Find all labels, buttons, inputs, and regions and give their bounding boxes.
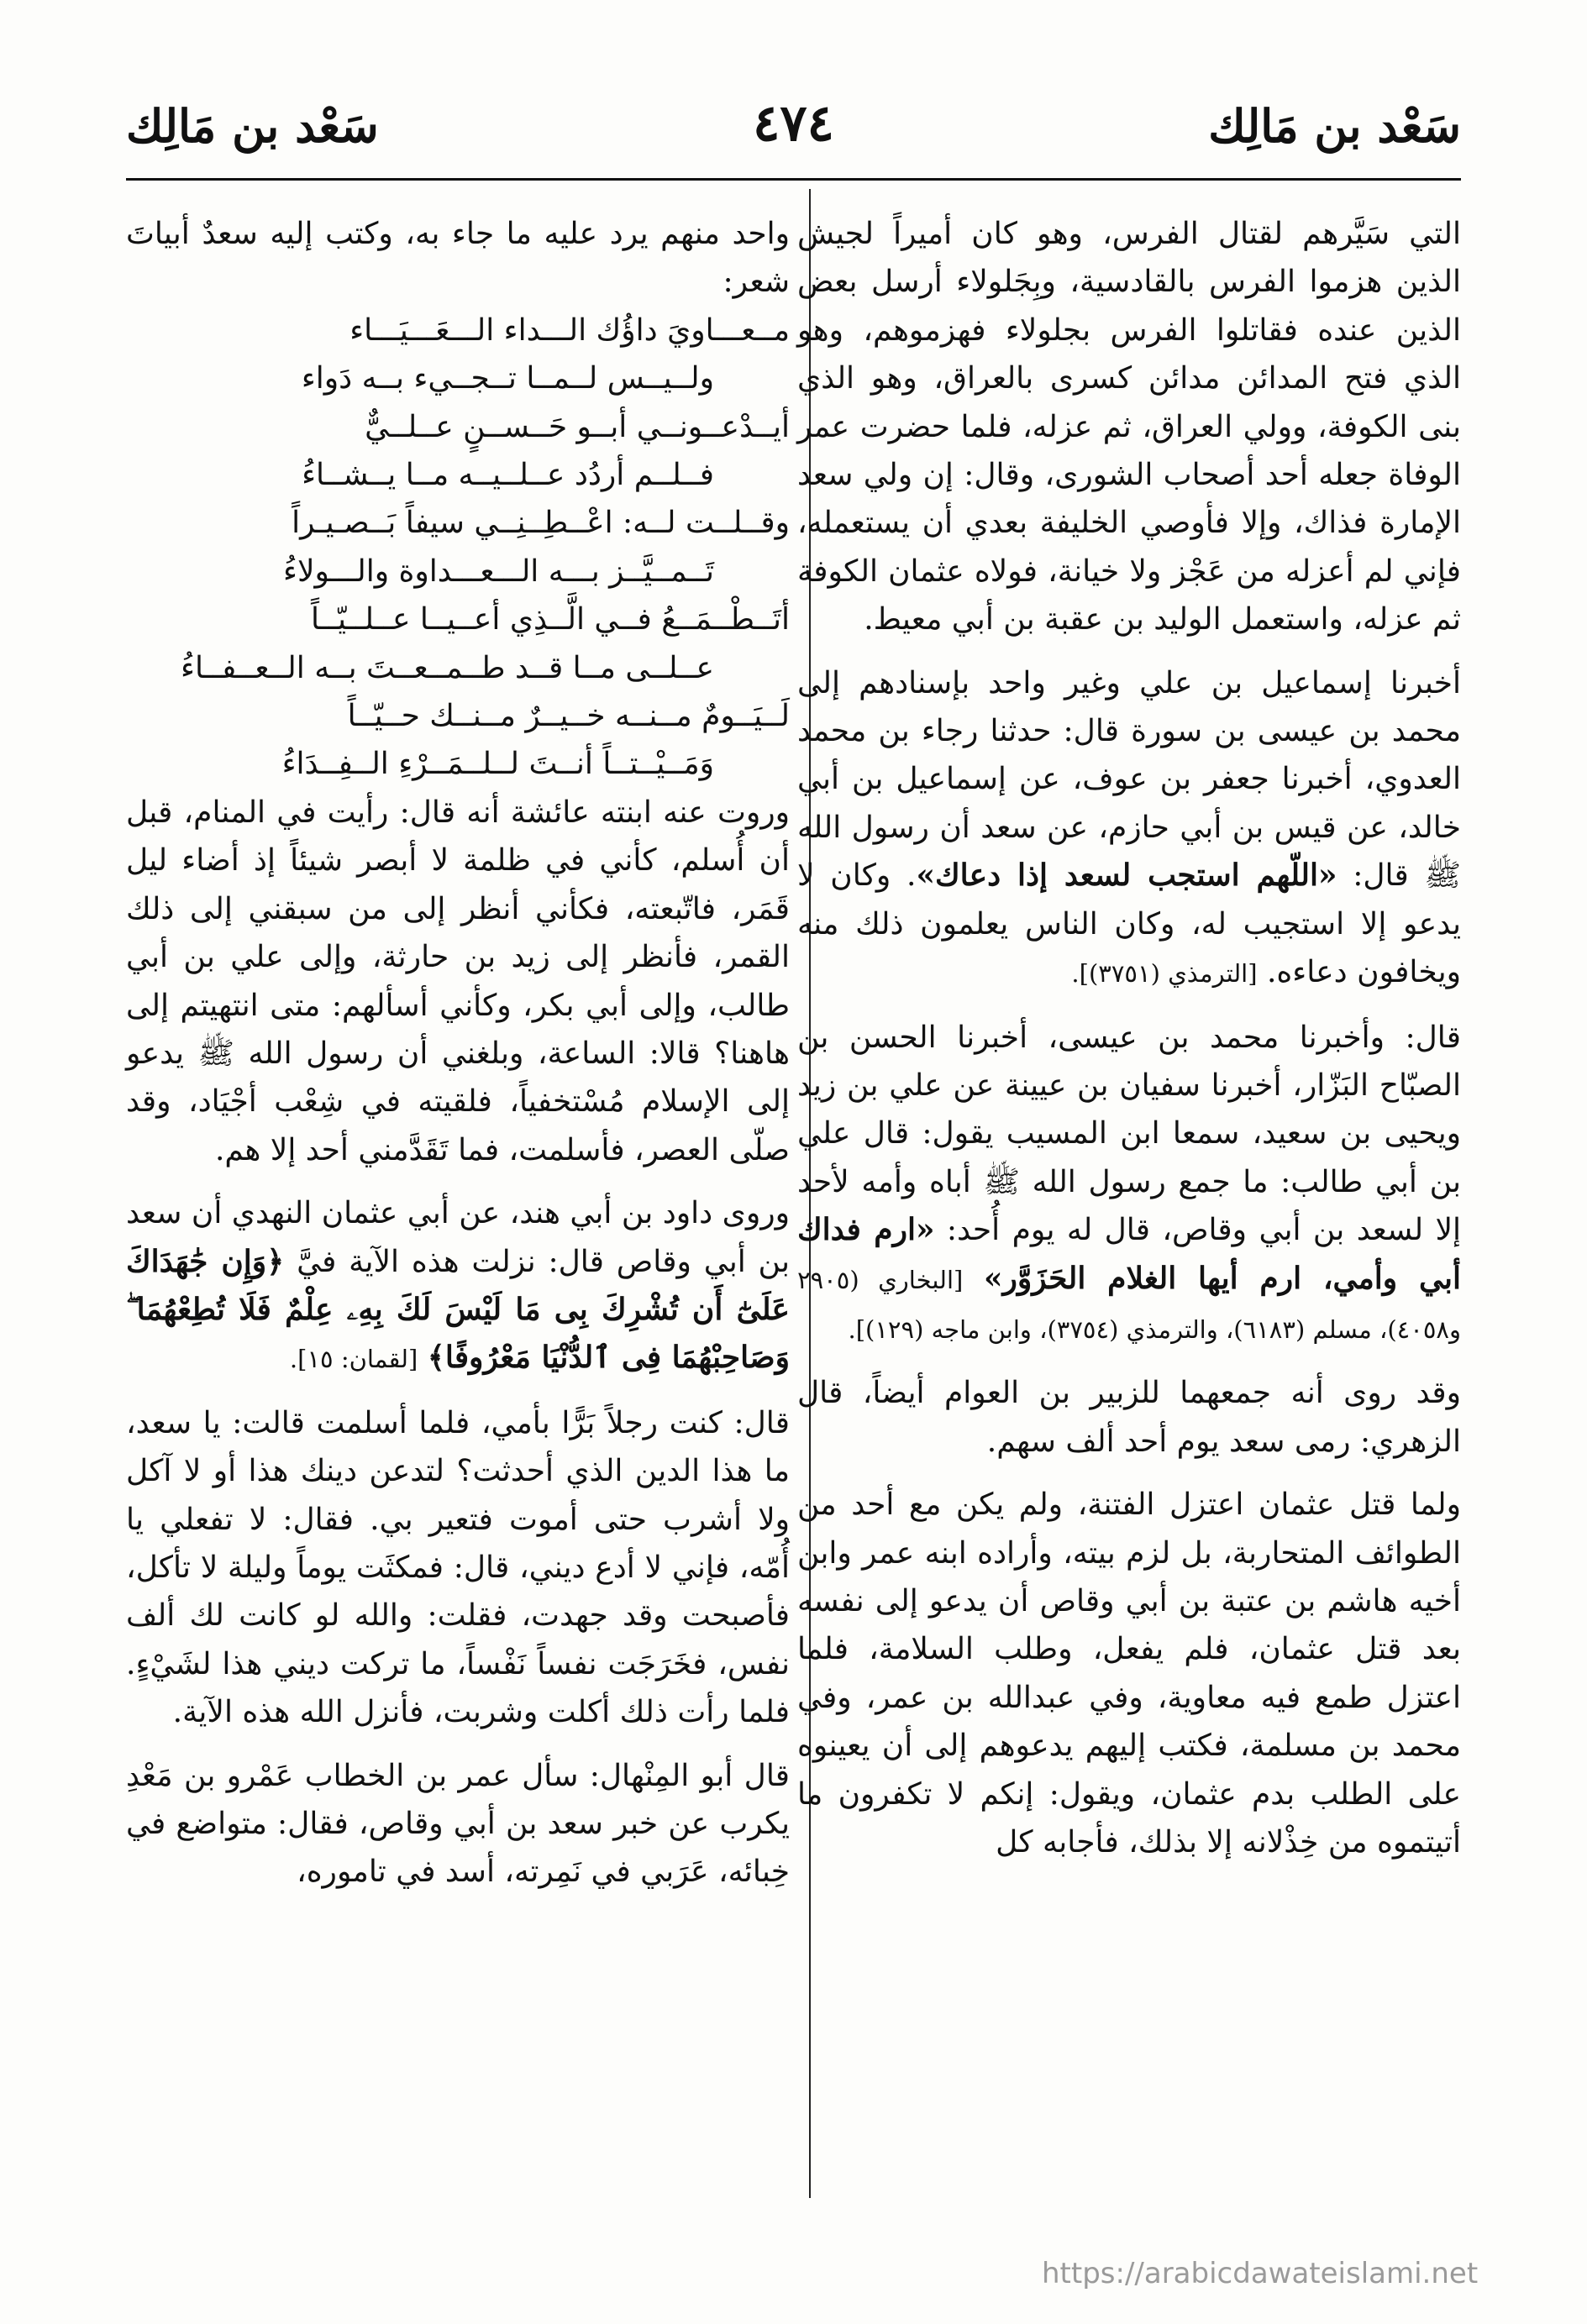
citation: [الترمذي (٣٧٥١)]. [1071, 959, 1258, 989]
quran-verse: ﴿وَإِن جَٰهَدَاكَ عَلَىٰٓ أَن تُشْرِكَ بِى مَا لَيْسَ لَكَ بِهِۦ عِلْمٌ فَلَا تُطِعْهُمَا ۖ وَصَاحِبْهُمَا فِى ٱلدُّنْيَا مَعْرُوفًا﴾ [126, 1243, 790, 1376]
paragraph: قال: وأخبرنا محمد بن عيسى، أخبرنا الحسن بن الصبّاح البَزّار، أخبرنا سفيان بن عيينة عن علي بن زيد ويحيى بن سعيد، سمعا ابن المسيب يقول: قال علي بن أبي طالب: ما جمع رسول الله ﷺ أباه وأمه لأحد إلا لسعد بن أبي وقاص، قال له يوم أُحد: «ارم فداك أبي وأمي، ارم أيها الغلام الحَزَوَّر» [البخاري (٢٩٠٥ و٤٠٥٨)، مسلم (٦١٨٣)، والترمذي (٣٧٥٤)، وابن ماجه (١٢٩)]. [797, 1020, 1462, 1344]
watermark: https://arabicdawateislami.net [1042, 2257, 1479, 2290]
hadith-quote: «اللّهم استجب لسعد إذا دعاك» [916, 858, 1337, 894]
poem-line: عــلــى مــا قــد طــمــعــتَ بــه الــعــفــاءُ [181, 650, 714, 685]
poem-line: وقــلــت لــه: اعْــطِــنِــي سيفاً بَــصـيـراً [292, 506, 790, 541]
paragraph: وروت عنه ابنته عائشة أنه قال: رأيت في المنام، قبل أن أُسلم، كأني في ظلمة لا أبصر شيئاً إذ أضاء ليل قَمَر، فاتّبعته، فكأني أنظر إلى من سبقني إلى ذلك القمر، فأنظر إلى زيد بن حارثة، وإلى علي بن أبي طالب، وإلى أبي بكر، وكأني أسألهم: متى انتهيتم إلى هاهنا؟ قالا: الساعة، وبلغني أن رسول الله ﷺ يدعو إلى الإسلام مُسْتخفياً، فلقيته في شِعْب أجْيَاد، وقد صلّى العصر، فأسلمت، فما تَقَدَّمني أحد إلا هم. [126, 795, 790, 1167]
paragraph: قال أبو المِنْهال: سأل عمر بن الخطاب عَمْرو بن مَعْدِ يكرب عن خبر سعد بن أبي وقاص، فقال: متواضع في خِبائه، عَرَبي في نَمِرته، أسد في تاموره، [126, 1758, 790, 1890]
paragraph: التي سَيَّرهم لقتال الفرس، وهو كان أميراً لجيش الذين هزموا الفرس بالقادسية، وبِجَلولاء أرسل بعض الذين عنده فقاتلوا الفرس بجلولاء فهزموهم، وهو الذي فتح المدائن مدائن كسرى بالعراق، وهو الذي بنى الكوفة، وولي العراق، ثم عزله، فلما حضرت عمر الوفاة جعله أحد أصحاب الشورى، وقال: إن ولي سعد الإمارة فذاك، وإلا فأوصي الخليفة بعدي أن يستعمله، فإني لم أعزله من عَجْز ولا خيانة، فولاه عثمان الكوفة ثم عزله، واستعمل الوليد بن عقبة بن أبي معيط. [797, 217, 1461, 637]
running-title-left: سَعْد بن مَالِك [126, 99, 379, 153]
poem-line: فــلــم أردُد عــلــيــه مــا يــشــاءُ [302, 458, 714, 493]
running-title-right: سَعْد بن مَالِك [1208, 99, 1461, 153]
poem-line: مــعـــاويَ داؤُك الـــداء الـــعَـــيَـــاء [349, 312, 790, 348]
paragraph: واحد منهم يرد عليه ما جاء به، وكتب إليه سعدٌ أبياتَ شعر: [126, 217, 790, 300]
header-rule [126, 178, 1461, 181]
poem-line: تَــمــيَّــز بـــه الـــعـــداوة والـــولاءُ [283, 553, 714, 589]
citation: [لقمان: ١٥]. [289, 1345, 418, 1374]
poem-line: أتَــطْــمَــعُ فــي الَّــذِي أعــيــا عــلــيّــاً [310, 602, 790, 637]
poem-line: أيــدْعــونــي أبــو حَــســنٍ عــلــيٌّ [365, 409, 790, 444]
paragraph: قال: كنت رجلاً بَرًّا بأمي، فلما أسلمت قالت: يا سعد، ما هذا الدين الذي أحدثت؟ لتدعن دينك هذا أو لا آكل ولا أشرب حتى أموت فتعير بي. فقال: لا تفعلي يا أُمّه، فإني لا أدع ديني، قال: فمكثَت يوماً وليلة لا تأكل، فأصبحت وقد جهدت، فقلت: والله لو كانت لك ألف نفس، فخَرَجَت نفساً نَفْساً، ما تركت ديني هذا لشَيْءٍ. فلما رأت ذلك أكلت وشربت، فأنزل الله هذه الآية. [126, 1405, 790, 1730]
hadith-quote: «ارم فداك أبي وأمي، ارم أيها الغلام الحَزَوَّر» [797, 1212, 1462, 1296]
citation: [البخاري (٢٩٠٥ و٤٠٥٨)، مسلم (٦١٨٣)، والترمذي (٣٧٥٤)، وابن ماجه (١٢٩)]. [797, 1265, 1461, 1344]
poem-line: لَــيَــومٌ مــنــه خــيــرٌ مــنــك حــيّــاً [347, 699, 790, 734]
page-number: ٤٧٤ [753, 94, 834, 153]
poem-line: ولــيــس لــمــا تــجــيء بــه دَواء [301, 361, 714, 396]
paragraph: أخبرنا إسماعيل بن علي وغير واحد بإسنادهم إلى محمد بن عيسى بن سورة قال: حدثنا رجاء بن محمد العدوي، أخبرنا جعفر بن عوف، عن إسماعيل بن أبي خالد، عن قيس بن أبي حازم، عن سعد أن رسول الله ﷺ قال: «اللّهم استجب لسعد إذا دعاك». وكان لا يدعو إلا استجيب له، وكان الناس يعلمون ذلك منه ويخافون دعاءه. [الترمذي (٣٧٥١)]. [797, 665, 1461, 990]
poem [126, 307, 790, 789]
paragraph: وروى داود بن أبي هند، عن أبي عثمان النهدي أن سعد بن أبي وقاص قال: نزلت هذه الآية فيَّ ﴿وَإِن جَٰهَدَاكَ عَلَىٰٓ أَن تُشْرِكَ بِى مَا لَيْسَ لَكَ بِهِۦ عِلْمٌ فَلَا تُطِعْهُمَا ۖ وَصَاحِبْهُمَا فِى ٱلدُّنْيَا مَعْرُوفًا﴾ [لقمان: ١٥]. [126, 1196, 790, 1376]
paragraph: ولما قتل عثمان اعتزل الفتنة، ولم يكن مع أحد من الطوائف المتحاربة، بل لزم بيته، وأراده ابنه عمر وابن أخيه هاشم بن عتبة بن أبي وقاص أن يدعو إلى نفسه بعد قتل عثمان، فلم يفعل، وطلب السلامة، فلما اعتزل طمع فيه معاوية، وفي عبدالله بن عمر، وفي محمد بن مسلمة، فكتب إليهم يدعوهم إلى أن يعينوه على الطلب بدم عثمان، ويقول: إنكم لا تكفرون ما أتيتموه من خِذْلانه إلا بذلك، فأجابه كل [797, 1487, 1461, 1860]
right-column [797, 210, 1461, 1881]
paragraph: وقد روى أنه جمعهما للزبير بن العوام أيضاً، قال الزهري: رمى سعد يوم أحد ألف سهم. [797, 1376, 1461, 1459]
poem-line: وَمَــيْــتــاً أنــتَ لــلــمَــرْءِ الــفِــدَاءُ [281, 747, 714, 782]
page-header [126, 94, 1461, 166]
left-column [126, 210, 790, 1912]
